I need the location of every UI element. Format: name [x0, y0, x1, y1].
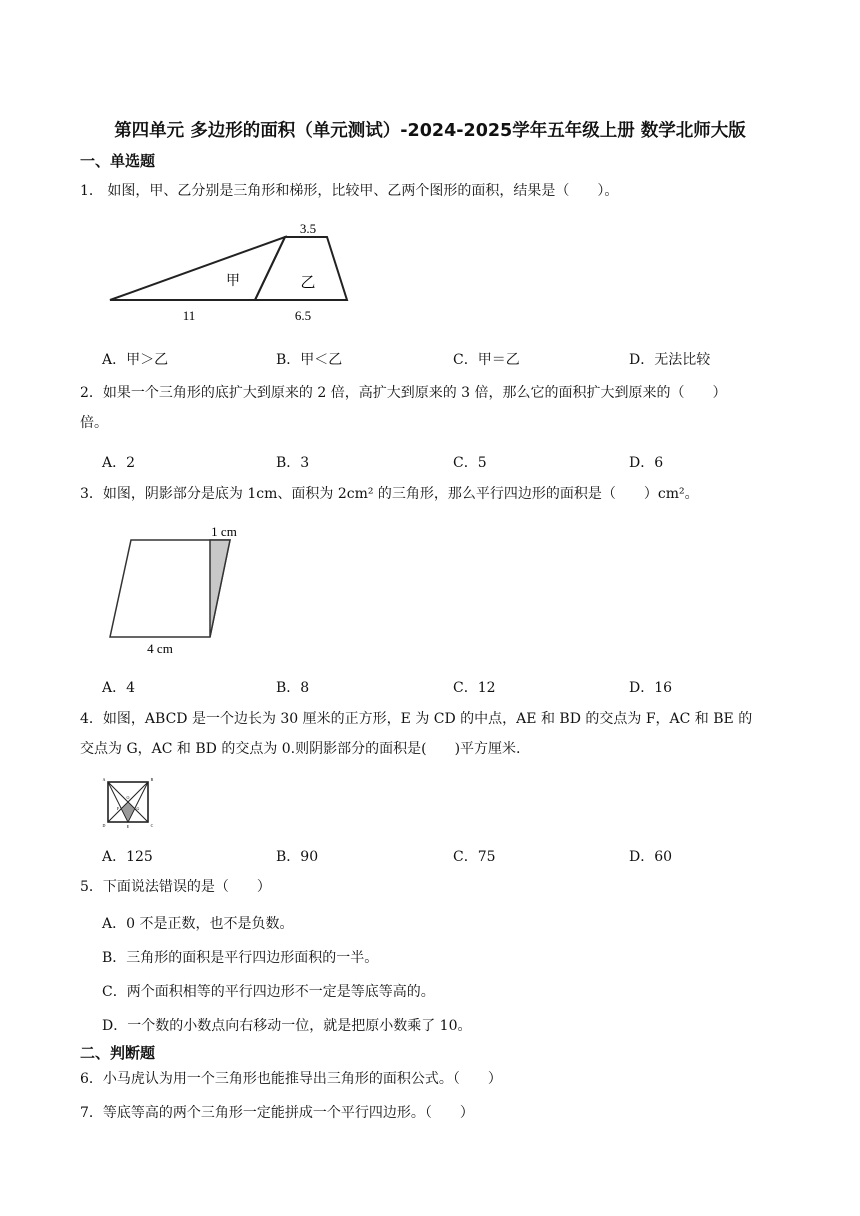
question-1-text: 1． 如图，甲、乙分别是三角形和梯形，比较甲、乙两个图形的面积，结果是（ ）。 [80, 183, 619, 199]
q3-option-a[interactable]: A．4 [102, 680, 136, 696]
q1-figure [100, 215, 360, 327]
q3-option-d[interactable]: D．16 [629, 680, 673, 696]
q4-label-g: G [136, 806, 140, 811]
q4-line-1: 4．如图，ABCD 是一个边长为 30 厘米的正方形，E 为 CD 的中点，AE 和 BD 的交点为 F，AC 和 BE 的 [80, 711, 753, 727]
q4-shaded-region [121, 802, 134, 822]
q4-label-e: E [126, 824, 130, 829]
q5-option-c[interactable]: C．两个面积相等的平行四边形不一定是等底等高的。 [102, 984, 435, 1000]
q2-line-1: 2．如果一个三角形的底扩大到原来的 2 倍，高扩大到原来的 3 倍，那么它的面积扩大到原来的（ ） [80, 385, 727, 401]
section-heading-single-choice: 一、单选题 [80, 152, 156, 170]
q5-option-b[interactable]: B．三角形的面积是平行四边形面积的一半。 [102, 950, 379, 966]
q1-label-jia: 甲 [226, 274, 240, 289]
q4-option-b[interactable]: B．90 [276, 849, 319, 865]
q4-label-f: F [116, 806, 120, 811]
q4-option-d[interactable]: D．60 [629, 849, 673, 865]
q1-label-base-left: 11 [182, 308, 196, 323]
question-3-text: 3．如图，阴影部分是底为 1cm、面积为 2cm² 的三角形，那么平行四边形的面积是（ ）cm²。 [80, 486, 699, 502]
q2-option-c[interactable]: C．5 [453, 455, 487, 471]
section-heading-judgement: 二、判断题 [80, 1044, 156, 1062]
q1-option-d[interactable]: D．无法比较 [629, 352, 711, 368]
q2-line-2: 倍。 [80, 415, 108, 431]
q4-label-b: B [150, 777, 154, 782]
q4-line-2: 交点为 G，AC 和 BD 的交点为 0.则阴影部分的面积是( )平方厘米. [80, 741, 521, 757]
q1-option-b[interactable]: B．甲＜乙 [276, 352, 343, 368]
question-5-text: 5．下面说法错误的是（ ） [80, 879, 271, 895]
q4-figure [100, 776, 156, 832]
q1-label-base-right: 6.5 [294, 308, 312, 323]
q4-label-o: O [126, 795, 130, 800]
question-1-options [102, 349, 802, 371]
q4-label-c: C [150, 823, 154, 828]
q2-option-a[interactable]: A．2 [102, 455, 136, 471]
q4-label-a: A [102, 777, 106, 782]
q1-label-top: 3.5 [299, 221, 317, 236]
page-title: 第四单元 多边形的面积（单元测试）-2024-2025学年五年级上册 数学北师大版 [114, 121, 746, 141]
q3-figure [100, 520, 260, 660]
q1-option-a[interactable]: A．甲＞乙 [102, 352, 169, 368]
question-6-text: 6．小马虎认为用一个三角形也能推导出三角形的面积公式。（ ） [80, 1071, 502, 1087]
q5-option-a[interactable]: A．0 不是正数，也不是负数。 [102, 916, 294, 932]
q2-option-d[interactable]: D．6 [629, 455, 664, 471]
question-7-text: 7．等底等高的两个三角形一定能拼成一个平行四边形。（ ） [80, 1105, 474, 1121]
q3-label-bottom: 4 cm [147, 641, 173, 656]
q3-option-c[interactable]: C．12 [453, 680, 496, 696]
question-2-text [80, 378, 808, 438]
question-4-options [102, 846, 802, 868]
q4-option-a[interactable]: A．125 [102, 849, 153, 865]
q3-label-top: 1 cm [211, 524, 237, 539]
q2-option-b[interactable]: B．3 [276, 455, 310, 471]
q5-option-d[interactable]: D．一个数的小数点向右移动一位，就是把原小数乘了 10。 [102, 1018, 472, 1034]
question-2-options [102, 452, 802, 474]
q1-label-yi: 乙 [300, 275, 316, 291]
q3-shaded-triangle [210, 540, 230, 637]
q1-option-c[interactable]: C．甲＝乙 [453, 352, 520, 368]
question-3-options [102, 677, 802, 699]
question-4-text [80, 704, 808, 764]
q4-label-d: D [102, 823, 106, 828]
q4-option-c[interactable]: C．75 [453, 849, 496, 865]
q3-option-b[interactable]: B．8 [276, 680, 310, 696]
